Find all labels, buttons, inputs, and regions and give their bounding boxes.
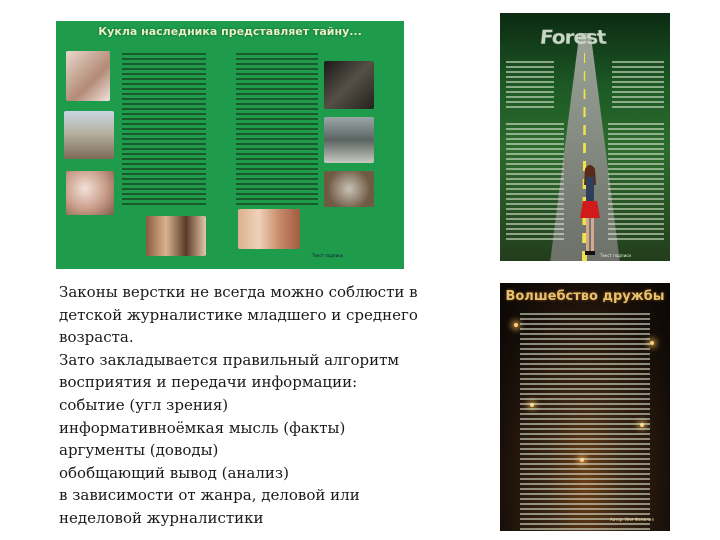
text-line: возраста.: [59, 328, 134, 347]
green-newspaper-page: [56, 21, 404, 269]
green-text-column-2: [236, 53, 318, 208]
photo-girls: [238, 209, 300, 249]
forest-footer: Текст подписи: [600, 253, 631, 258]
forest-text-left-1: [506, 61, 554, 111]
text-line: Зато закладывается правильный алгоритм: [59, 350, 400, 369]
text-line: детской журналистике младшего и среднего: [59, 305, 418, 324]
text-line: событие (угл зрения): [59, 395, 229, 414]
green-text-column-1: [122, 53, 206, 208]
text-line: Законы верстки не всегда можно соблюсти в: [59, 283, 418, 301]
text-line: восприятия и передачи информации:: [59, 373, 358, 392]
photo-food: [324, 171, 374, 207]
photo-group: [146, 216, 206, 256]
main-text-block: [59, 281, 479, 530]
night-poster-signature: Автор: Имя Фамилия: [610, 517, 654, 522]
text-line: в зависимости от жанра, деловой или: [59, 486, 360, 505]
text-line: обобщающий вывод (анализ): [59, 463, 289, 482]
text-line: аргументы (доводы): [59, 441, 219, 460]
photo-palace: [64, 111, 114, 159]
night-poster: [500, 283, 670, 531]
night-text-column: [520, 313, 650, 531]
photo-crowd: [324, 117, 374, 163]
forest-text-left-2: [506, 123, 564, 243]
photo-doll-table: [66, 171, 114, 215]
girl-figure: [577, 163, 603, 258]
text-line: неделовой журналистики: [59, 508, 264, 527]
green-page-title: Кукла наследника представляет тайну...: [98, 25, 362, 38]
green-page-caption: Текст подписи: [312, 253, 343, 258]
photo-dark-scene: [324, 61, 374, 109]
street-lamp: [514, 323, 518, 327]
photo-doll-portrait: [66, 51, 110, 101]
forest-text-right-1: [612, 61, 664, 111]
forest-text-right-2: [608, 123, 664, 243]
text-line: информативноёмкая мысль (факты): [59, 418, 346, 437]
street-lamp: [650, 341, 654, 345]
forest-poster: [500, 13, 670, 261]
night-poster-title: Волшебство дружбы: [505, 289, 665, 304]
forest-logo: Forest: [538, 26, 607, 49]
